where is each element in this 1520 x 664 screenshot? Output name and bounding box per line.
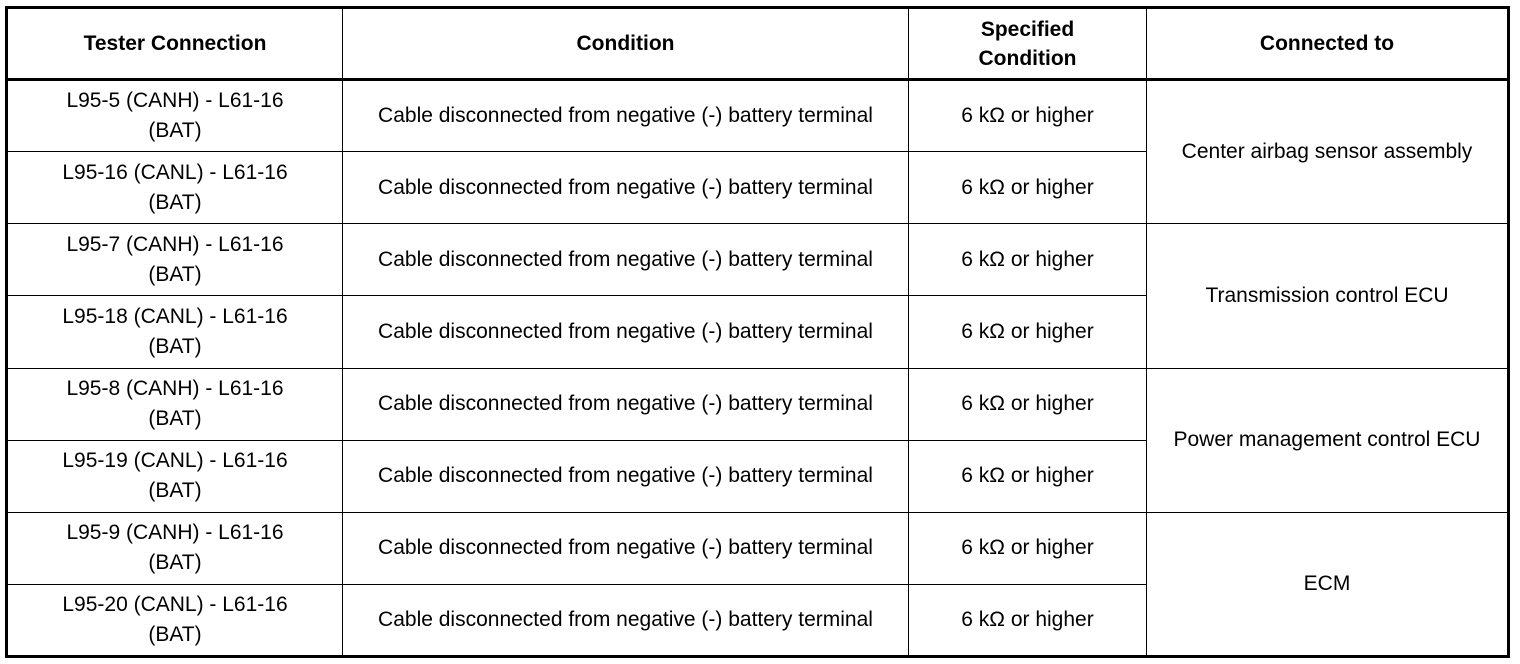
tester-connection-cell: L95-9 (CANH) - L61-16 (BAT)	[7, 512, 343, 584]
condition-cell: Cable disconnected from negative (-) battery terminal	[343, 80, 909, 152]
specified-condition-cell: 6 kΩ or higher	[909, 296, 1147, 368]
tester-connection-cell: L95-5 (CANH) - L61-16 (BAT)	[7, 80, 343, 152]
condition-cell: Cable disconnected from negative (-) battery terminal	[343, 512, 909, 584]
table-row	[7, 224, 1509, 296]
header-connected-to: Connected to	[1147, 8, 1509, 80]
connected-to-cell: Center airbag sensor assembly	[1147, 80, 1509, 224]
specified-condition-cell: 6 kΩ or higher	[909, 440, 1147, 512]
specified-condition-cell: 6 kΩ or higher	[909, 584, 1147, 656]
tester-connection-cell: L95-7 (CANH) - L61-16 (BAT)	[7, 224, 343, 296]
condition-cell: Cable disconnected from negative (-) battery terminal	[343, 152, 909, 224]
connected-to-cell: ECM	[1147, 512, 1509, 656]
condition-cell: Cable disconnected from negative (-) battery terminal	[343, 296, 909, 368]
header-row	[7, 8, 1509, 80]
tester-connection-cell: L95-8 (CANH) - L61-16 (BAT)	[7, 368, 343, 440]
condition-cell: Cable disconnected from negative (-) battery terminal	[343, 584, 909, 656]
connection-spec-table	[5, 6, 1510, 658]
table-row	[7, 368, 1509, 440]
condition-cell: Cable disconnected from negative (-) battery terminal	[343, 224, 909, 296]
table-row	[7, 512, 1509, 584]
header-tester-connection: Tester Connection	[7, 8, 343, 80]
specified-condition-cell: 6 kΩ or higher	[909, 512, 1147, 584]
specified-condition-cell: 6 kΩ or higher	[909, 224, 1147, 296]
tester-connection-cell: L95-20 (CANL) - L61-16 (BAT)	[7, 584, 343, 656]
tester-connection-cell: L95-19 (CANL) - L61-16 (BAT)	[7, 440, 343, 512]
header-condition: Condition	[343, 8, 909, 80]
specified-condition-cell: 6 kΩ or higher	[909, 80, 1147, 152]
connected-to-cell: Power management control ECU	[1147, 368, 1509, 512]
condition-cell: Cable disconnected from negative (-) battery terminal	[343, 368, 909, 440]
tester-connection-cell: L95-18 (CANL) - L61-16 (BAT)	[7, 296, 343, 368]
table-row	[7, 80, 1509, 152]
specified-condition-cell: 6 kΩ or higher	[909, 152, 1147, 224]
header-specified-condition: Specified Condition	[909, 8, 1147, 80]
specified-condition-cell: 6 kΩ or higher	[909, 368, 1147, 440]
connected-to-cell: Transmission control ECU	[1147, 224, 1509, 368]
condition-cell: Cable disconnected from negative (-) battery terminal	[343, 440, 909, 512]
tester-connection-cell: L95-16 (CANL) - L61-16 (BAT)	[7, 152, 343, 224]
